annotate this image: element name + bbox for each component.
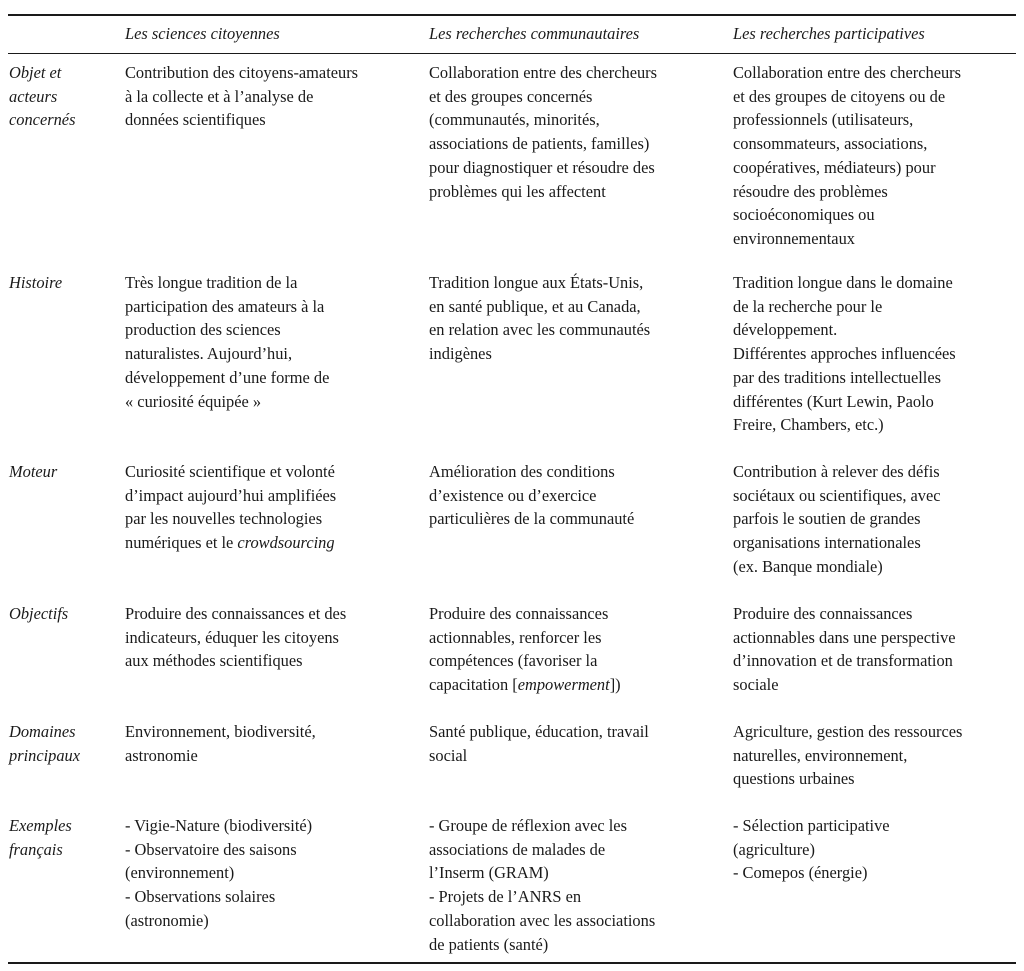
cell-objet-sciences-citoyennes: Contribution des citoyens-amateurs à la collecte et à l’analyse de données scientifiques xyxy=(125,63,359,130)
cell-objectifs-sciences-citoyennes: Produire des connaissances et des indicateurs, éduquer les citoyens aux méthodes scientifiques xyxy=(125,604,347,671)
cell-domaines-sciences-citoyennes: Environnement, biodiversité, astronomie xyxy=(125,722,316,765)
cell-domaines-recherches-participatives: Agriculture, gestion des ressources naturelles, environnement, questions urbaines xyxy=(733,722,963,789)
column-header-sciences-citoyennes: Les sciences citoyennes xyxy=(125,24,280,43)
row-label-exemples-francais: Exemples français xyxy=(9,816,72,859)
cell-moteur-text: Curiosité scientifique et volonté d’impact aujourd’hui amplifiées par les nouvelles technologies numériques et le xyxy=(125,462,337,553)
column-header-recherches-participatives: Les recherches participatives xyxy=(733,24,925,43)
cell-objectifs-tail: ]) xyxy=(609,675,621,695)
cell-objectifs-text: Produire des connaissances actionnables, renforcer les compétences (favoriser la capacitation [ xyxy=(429,604,609,695)
table-top-rule xyxy=(8,14,1016,16)
cell-exemples-sciences-citoyennes: - Vigie-Nature (biodiversité) - Observatoire des saisons (environnement) - Observations solaires (astronomie) xyxy=(125,816,313,930)
column-header-recherches-communautaires: Les recherches communautaires xyxy=(429,24,640,43)
cell-moteur-emphasis: crowdsourcing xyxy=(237,533,335,553)
cell-histoire-recherches-participatives: Tradition longue dans le domaine de la recherche pour le développement. Différentes approches influencées par des traditions intellectuelles différentes (Kurt Lewin, Paolo Freire, Chambers, etc.) xyxy=(733,273,956,435)
cell-exemples-recherches-participatives: - Sélection participative (agriculture) - Comepos (énergie) xyxy=(733,816,890,883)
row-label-objet-acteurs: Objet et acteurs concernés xyxy=(9,63,76,130)
cell-moteur-recherches-participatives: Contribution à relever des défis sociétaux ou scientifiques, avec parfois le soutien de grandes organisations internationales (ex. Banque mondiale) xyxy=(733,462,941,576)
row-label-domaines-principaux: Domaines principaux xyxy=(9,722,81,765)
cell-objet-recherches-participatives: Collaboration entre des chercheurs et des groupes de citoyens ou de professionnels (utilisateurs, consommateurs, associations, coopératives, médiateurs) pour résoudre des problèmes socioéconomiques ou environnementaux xyxy=(733,63,962,248)
cell-domaines-recherches-communautaires: Santé publique, éducation, travail social xyxy=(429,722,649,765)
cell-histoire-sciences-citoyennes: Très longue tradition de la participation des amateurs à la production des sciences naturalistes. Aujourd’hui, développement d’une forme de « curiosité équipée » xyxy=(125,273,330,411)
row-label-histoire: Histoire xyxy=(9,273,63,292)
cell-objet-recherches-communautaires: Collaboration entre des chercheurs et des groupes concernés (communautés, minorités, associations de patients, familles) pour diagnostiquer et résoudre des problèmes qui les affectent xyxy=(429,63,658,201)
cell-exemples-recherches-communautaires: - Groupe de réflexion avec les associations de malades de l’Inserm (GRAM) - Projets de l’ANRS en collaboration avec les associations de patients (santé) xyxy=(429,816,656,954)
table-bottom-rule xyxy=(8,962,1016,964)
row-label-moteur: Moteur xyxy=(9,462,58,481)
header-divider-rule xyxy=(8,53,1016,54)
cell-objectifs-emphasis: empowerment xyxy=(517,675,610,695)
cell-moteur-sciences-citoyennes xyxy=(125,460,415,555)
cell-objectifs-recherches-participatives: Produire des connaissances actionnables dans une perspective d’innovation et de transformation sociale xyxy=(733,604,956,695)
row-label-objectifs: Objectifs xyxy=(9,604,69,623)
cell-moteur-recherches-communautaires: Amélioration des conditions d’existence ou d’exercice particulières de la communauté xyxy=(429,462,635,529)
cell-objectifs-recherches-communautaires xyxy=(429,602,725,697)
cell-histoire-recherches-communautaires: Tradition longue aux États-Unis, en santé publique, et au Canada, en relation avec les communautés indigènes xyxy=(429,273,651,364)
